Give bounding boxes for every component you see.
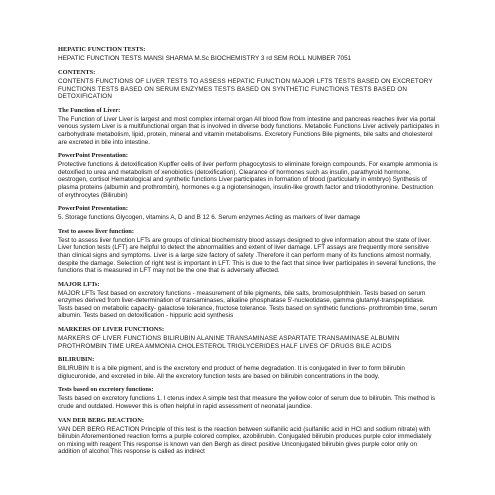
markers-section	[58, 326, 440, 350]
powerpoint-heading-2: PowerPoint Presentation:	[58, 205, 128, 213]
powerpoint-text-2: 5. Storage functions Glycogen, vitamins A, D and B 12 6. Serum enzymes Acting as markers of liver damage	[58, 214, 361, 222]
page-title: HEPATIC FUNCTION TESTS:	[58, 46, 146, 53]
powerpoint-text-1: Protective functions & detoxification Kupffer cells of liver perform phagocytosis to eliminate foreign compounds. For example ammonia is detoxified to urea and metabolism of xenobiotics (detoxification). Clearance of hormones such as insulin, parathyroid hormone, oestrogen, cortisol Hematological and synthetic functions Liver participates in formation of blood (particularly in embryo) Synthesis of plasma proteins (albumin and prothrombin), hormones e.g a ngiotensinogen, insulin-like growth factor and triiodothyronine. Destruction of erythrocytes (Bilirubin)	[58, 161, 438, 199]
tests-assess-heading: Test to assess liver function:	[58, 227, 134, 235]
powerpoint-heading-1: PowerPoint Presentation:	[58, 152, 128, 160]
bilirubin-section	[58, 356, 440, 380]
bilirubin-heading: BILIRUBIN:	[58, 356, 95, 364]
markers-text: MARKERS OF LIVER FUNCTIONS BILIRUBIN ALANINE TRANSAMINASE ASPARTATE TRANSAMINASE ALBUMIN PROTHROMBIN TIME UREA AMMONIA CHOLESTEROL TRIGLYCERIDES HALF LIVES OF DRUGS BILE ACIDS	[58, 335, 400, 350]
tests-excretory-section	[58, 386, 440, 410]
document-page	[58, 46, 440, 456]
header-section	[58, 46, 440, 63]
tests-excretory-text: Tests based on excretory functions 1. I cterus index A simple test that measure the yellow color of serum due to bilirubin. This method is crude and outdated. However this is often helpful in rapid assessment of neonatal jaundice.	[58, 395, 436, 411]
tests-assess-text: Test to assess liver function LFTs are groups of clinical biochemistry blood assays designed to give information about the state of liver. Liver function tests (LFT) are helpful to detect the abnormalities and extent of liver damage. LFT assays are frequently more sensitive than clinical signs and symptoms. Liver is a large size factory of safety .Therefore it can perform many of its functions almost normally, despite the damage. Selection of right test is important in LFT. This is due to the fact that since liver participates in several functions, the functions that is measured in LFT may not be the one that is adversely affected.	[58, 236, 436, 275]
contents-section	[58, 69, 440, 101]
contents-heading: CONTENTS:	[58, 69, 96, 76]
major-lfts-heading: MAJOR LFTs:	[58, 280, 100, 288]
powerpoint-section-1	[58, 152, 440, 199]
van-der-berg-text: VAN DER BERG REACTION Principle of this test is the reaction between sulfanilic acid (sulfanilic acid in HCl and sodium nitrate) with bilirubin Aforementioned reaction forms a purple colored complex, azobilirubin. Conjugated bilirubin produces purple color immediately on mixing with reagent This response is known van den Bergh as direct positive Unconjugated bilirubin gives purple color only on addition of alcohol This response is called as indirect	[58, 425, 432, 456]
tests-excretory-heading: Tests based on excretory functions:	[58, 386, 154, 394]
van-der-berg-section	[58, 417, 440, 456]
tests-assess-section	[58, 228, 440, 275]
function-of-liver-heading: The Function of Liver:	[58, 106, 121, 114]
powerpoint-section-2	[58, 205, 440, 222]
van-der-berg-heading: VAN DER BERG REACTION:	[58, 416, 144, 424]
bilirubin-text: BILIRUBIN It is a bile pigment, and is the excretory end product of heme degradation. It is conjugated in liver to form bilirubin diglucuronide, and excreted in bile. All the excretory function tests are based on bilirubin concentrations in the body.	[58, 365, 405, 380]
major-lfts-text: MAJOR LFTs Test based on excretory functions - measurement of bile pigments, bile salts, bromosulphthlein. Tests based on serum enzymes derived from liver-determination of transaminases, alkaline phosphatase 5'-nucleotidase, gamma glutamyl-transpeptidase. Tests based on metabolic capacity- galactose tolerance, fructose tolerance. Tests based on synthetic functions- prothrombin time, serum albumin. Tests based on detoxification - hippuric acid synthesis	[58, 289, 438, 320]
markers-heading: MARKERS OF LIVER FUNCTIONS:	[58, 326, 165, 334]
contents-text: CONTENTS FUNCTIONS OF LIVER TESTS TO ASSESS HEPATIC FUNCTION MAJOR LFTS TESTS BASED ON EXCRETORY FUNCTIONS TESTS BASED ON SERUM ENZYMES TESTS BASED ON SYNTHETIC FUNCTIONS TESTS BASED ON DETOXIFICATION	[58, 78, 433, 101]
function-of-liver-section	[58, 107, 440, 146]
function-of-liver-text: The Function of Liver Liver is largest and most complex internal organ All blood flow from intestine and pancreas reaches liver via portal venous system Liver is a multifunctional organ that is involved in diverse body functions. Metabolic Functions Liver actively participates in carbohydrate metabolism, lipid, protein, mineral and vitamin metabolisms. Excretory Functions Bile pigments, bile salts and cholesterol are excreted in bile into intestine.	[58, 115, 440, 146]
page-subtitle: HEPATIC FUNCTION TESTS MANSI SHARMA M.Sc BIOCHEMISTRY 3 rd SEM ROLL NUMBER 7051	[58, 55, 352, 62]
major-lfts-section	[58, 281, 440, 320]
